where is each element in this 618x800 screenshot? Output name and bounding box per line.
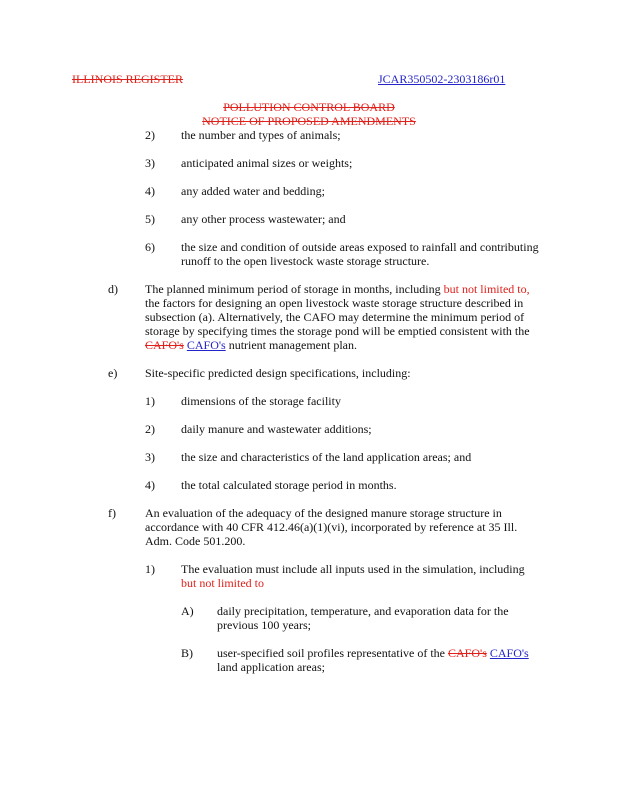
item-number: 4) xyxy=(145,184,155,198)
deleted-text: CAFO's xyxy=(145,338,184,352)
item-number: 6) xyxy=(145,240,155,254)
notice-title: NOTICE OF PROPOSED AMENDMENTS xyxy=(202,114,416,128)
item-text: anticipated animal sizes or weights; xyxy=(181,156,353,170)
item-text: user-specified soil profiles representative of the xyxy=(217,646,449,660)
item-text: land application areas; xyxy=(217,660,325,674)
item-number: 4) xyxy=(145,478,155,492)
item-text: daily precipitation, temperature, and evaporation data for the xyxy=(217,604,509,618)
item-text: the size and condition of outside areas exposed to rainfall and contributing xyxy=(181,240,539,254)
subsection-text: nutrient management plan. xyxy=(225,338,357,352)
item-text: the size and characteristics of the land application areas; and xyxy=(181,450,472,464)
subsection-line: An evaluation of the adequacy of the designed manure storage structure in xyxy=(145,506,502,520)
item-number: A) xyxy=(181,604,194,618)
item-text: The evaluation must include all inputs used in the simulation, including xyxy=(181,562,525,576)
subsection-line: the factors for designing an open livestock waste storage structure described in xyxy=(145,296,524,310)
item-text: dimensions of the storage facility xyxy=(181,394,341,408)
item-text: any other process wastewater; and xyxy=(181,212,346,226)
item-number: B) xyxy=(181,646,193,660)
subsection-line: subsection (a). Alternatively, the CAFO may determine the minimum period of xyxy=(145,310,525,324)
inserted-text: but not limited to xyxy=(181,576,264,590)
subsection-line: accordance with 40 CFR 412.46(a)(1)(vi), incorporated by reference at 35 Ill. xyxy=(145,520,518,534)
item-number: 1) xyxy=(145,394,155,408)
item-line xyxy=(217,646,529,660)
subsection-number: e) xyxy=(108,366,118,380)
item-number: 2) xyxy=(145,422,155,436)
inserted-text: CAFO's xyxy=(489,646,529,660)
item-number: 3) xyxy=(145,156,155,170)
subsection-text: The planned minimum period of storage in months, including xyxy=(145,282,444,296)
deleted-text: CAFO's xyxy=(448,646,487,660)
subsection-line: Adm. Code 501.200. xyxy=(145,534,246,548)
item-text: previous 100 years; xyxy=(217,618,311,632)
item-text: daily manure and wastewater additions; xyxy=(181,422,372,436)
item-number: 5) xyxy=(145,212,155,226)
subsection-line: storage by specifying times the storage pond will be emptied consistent with the xyxy=(145,324,530,338)
register-header: ILLINOIS REGISTER xyxy=(72,72,183,86)
item-number: 3) xyxy=(145,450,155,464)
subsection-line xyxy=(145,282,530,296)
subsection-line: Site-specific predicted design specifications, including: xyxy=(145,366,411,380)
board-title: POLLUTION CONTROL BOARD xyxy=(223,100,395,114)
subsection-line xyxy=(145,338,357,352)
item-text: any added water and bedding; xyxy=(181,184,325,198)
inserted-text: but not limited to, xyxy=(443,282,530,296)
item-text: the total calculated storage period in months. xyxy=(181,478,397,492)
subsection-number: d) xyxy=(108,282,118,296)
item-text: the number and types of animals; xyxy=(181,128,341,142)
item-number: 2) xyxy=(145,128,155,142)
item-number: 1) xyxy=(145,562,155,576)
inserted-text: CAFO's xyxy=(186,338,226,352)
document-id: JCAR350502-2303186r01 xyxy=(378,72,506,86)
item-text: runoff to the open livestock waste storage structure. xyxy=(181,254,430,268)
subsection-number: f) xyxy=(108,506,116,520)
